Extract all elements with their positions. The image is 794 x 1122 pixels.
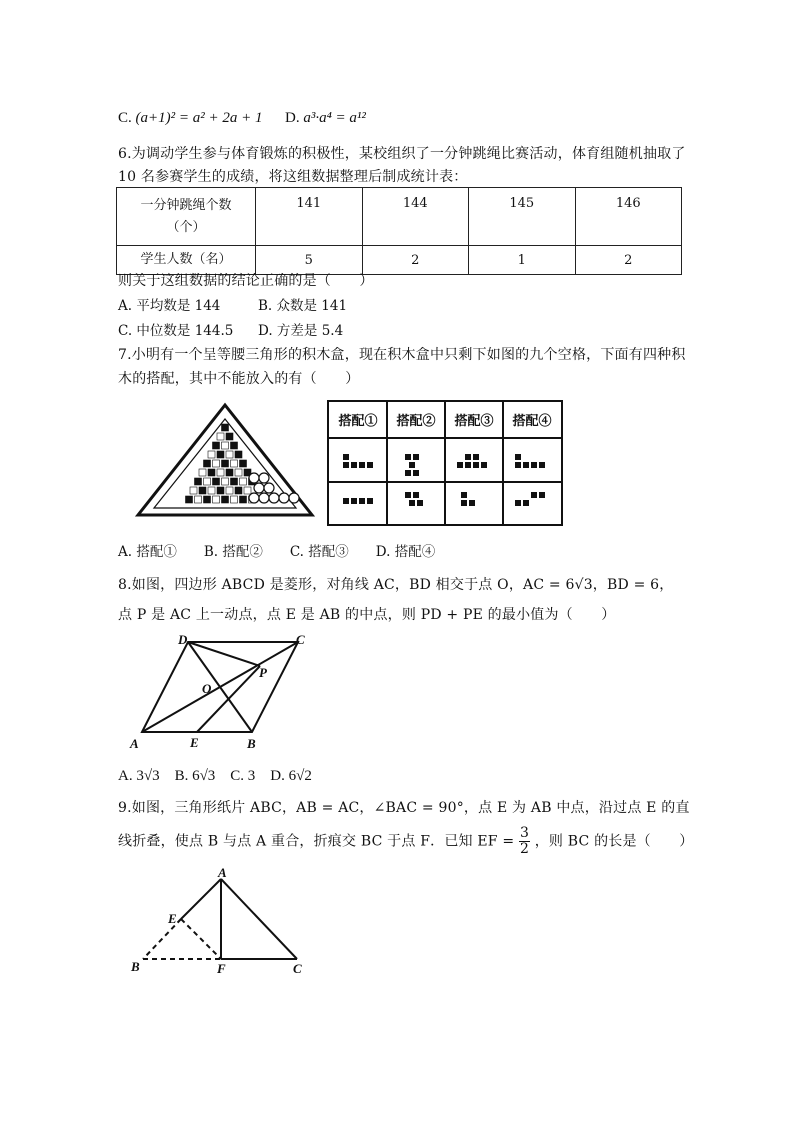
q8-options: A. 3√3 B. 6√3 C. 3 D. 6√2 [118,768,312,784]
rhombus-lines [142,642,298,732]
box-cell [195,496,202,503]
table-cell: 144 [362,188,469,246]
pairing-panel-grid [327,400,563,526]
q6-stem-line1: 6.为调动学生参与体育锻炼的积极性，某校组织了一分钟跳绳比赛活动，体育组随机抽取了 [118,146,686,162]
q6-option-d: D. 方差是 5.4 [258,323,344,339]
box-cell [226,469,233,476]
box-cell [222,424,229,431]
table-header-cell: 学生人数（名） [117,246,256,275]
fraction-denominator: 2 [519,841,530,857]
box-cell [235,451,242,458]
table-row [117,188,682,246]
q6-option-b: B. 众数是 141 [258,298,348,314]
box-cell [208,469,215,476]
box-cell [213,478,220,485]
box-cell [226,487,233,494]
q5-option-c: C. (a+1)² = a² + 2a + 1 [118,110,263,126]
box-cell [222,460,229,467]
box-cell [213,442,220,449]
box-cell [226,451,233,458]
box-cell [199,469,206,476]
q8-stem-line2: 点 P 是 AC 上一动点，点 E 是 AB 的中点，则 PD + PE 的最小值为（ ） [118,607,616,623]
box-cell [199,487,206,494]
label-B: B [247,736,256,751]
table-cell: 141 [256,188,363,246]
box-cell [240,496,247,503]
table-cell: 145 [469,188,576,246]
table-header-cell [117,188,256,246]
box-cell [208,451,215,458]
box-cell [240,478,247,485]
pairing-header-3: 搭配③ [454,414,494,429]
label-A: A [130,736,139,751]
rhombus-figure [120,630,330,755]
box-cell [226,433,233,440]
label-B: B [131,959,140,974]
box-cell [222,442,229,449]
box-cell [222,478,229,485]
q7-stem-line1: 7.小明有一个呈等腰三角形的积木盒，现在积木盒中只剩下如图的九个空格，下面有四种积 [118,347,686,363]
table-cell: 5 [256,246,363,275]
table-cell: 2 [575,246,682,275]
pairing-header-1: 搭配① [338,414,378,429]
box-cell [217,469,224,476]
table-cell: 2 [362,246,469,275]
triangle-solid-lines [181,879,297,959]
box-cell [235,469,242,476]
q6-option-a: A. 平均数是 144 [118,298,221,314]
filled-cells [186,424,256,503]
box-cell [204,460,211,467]
label-C: C [293,961,302,976]
box-cell [204,478,211,485]
box-cell [190,487,197,494]
label-A: A [218,865,227,880]
label-E: E [190,735,199,750]
box-cell [213,460,220,467]
box-cell [231,478,238,485]
label-P: P [259,665,267,680]
table-cell: 1 [469,246,576,275]
box-cell [208,487,215,494]
box-cell [204,496,211,503]
pairing-header-4: 搭配④ [512,414,552,429]
label-C: C [296,632,305,647]
fraction-3-over-2 [519,826,530,857]
q7-options: A. 搭配① B. 搭配② C. 搭配③ D. 搭配④ [118,544,436,560]
box-cell [231,442,238,449]
box-cell [217,451,224,458]
box-cell [217,487,224,494]
q6-stem-line2: 10 名参赛学生的成绩，将这组数据整理后制成统计表： [118,169,468,185]
box-cell [217,433,224,440]
box-cell [213,496,220,503]
q9-stem-line2 [118,826,693,857]
q9-stem-tail: ，则 BC 的长是（ ） [534,833,694,850]
triangle-fold-figure [125,865,325,980]
box-cell [195,478,202,485]
q7-stem-line2: 木的搭配，其中不能放入的有（ ） [118,371,360,387]
label-D: D [178,632,188,647]
label-E: E [168,911,177,926]
table-cell: 146 [575,188,682,246]
q6-question: 则关于这组数据的结论正确的是（ ） [118,273,374,289]
triangle-dashed-lines [143,919,221,959]
box-cell [231,460,238,467]
header-text: 一分钟跳绳个数 [140,197,232,213]
box-cell [244,487,251,494]
box-cell [222,496,229,503]
block-box-triangle-figure [130,395,320,525]
label-O: O [202,681,212,696]
q8-stem-line1: 8.如图，四边形 ABCD 是菱形，对角线 AC，BD 相交于点 O，AC = 6√3，BD = 6， [118,577,674,593]
header-unit: （个） [166,219,206,235]
q9-stem-line1: 9.如图，三角形纸片 ABC，AB = AC，∠BAC = 90°，点 E 为 AB 中点，沿过点 E 的直 [118,800,690,816]
box-cell [186,496,193,503]
q6-stats-table [116,187,682,275]
box-cell [231,496,238,503]
box-cell [235,487,242,494]
q6-option-c: C. 中位数是 144.5 [118,323,234,339]
q9-stem-text: 线折叠，使点 B 与点 A 重合，折痕交 BC 于点 F．已知 EF = [118,833,515,850]
q5-option-d: D. a³·a⁴ = a¹² [285,110,366,126]
box-cell [240,460,247,467]
pairing-header-2: 搭配② [396,414,436,429]
label-F: F [217,961,226,976]
fraction-numerator: 3 [519,825,530,841]
